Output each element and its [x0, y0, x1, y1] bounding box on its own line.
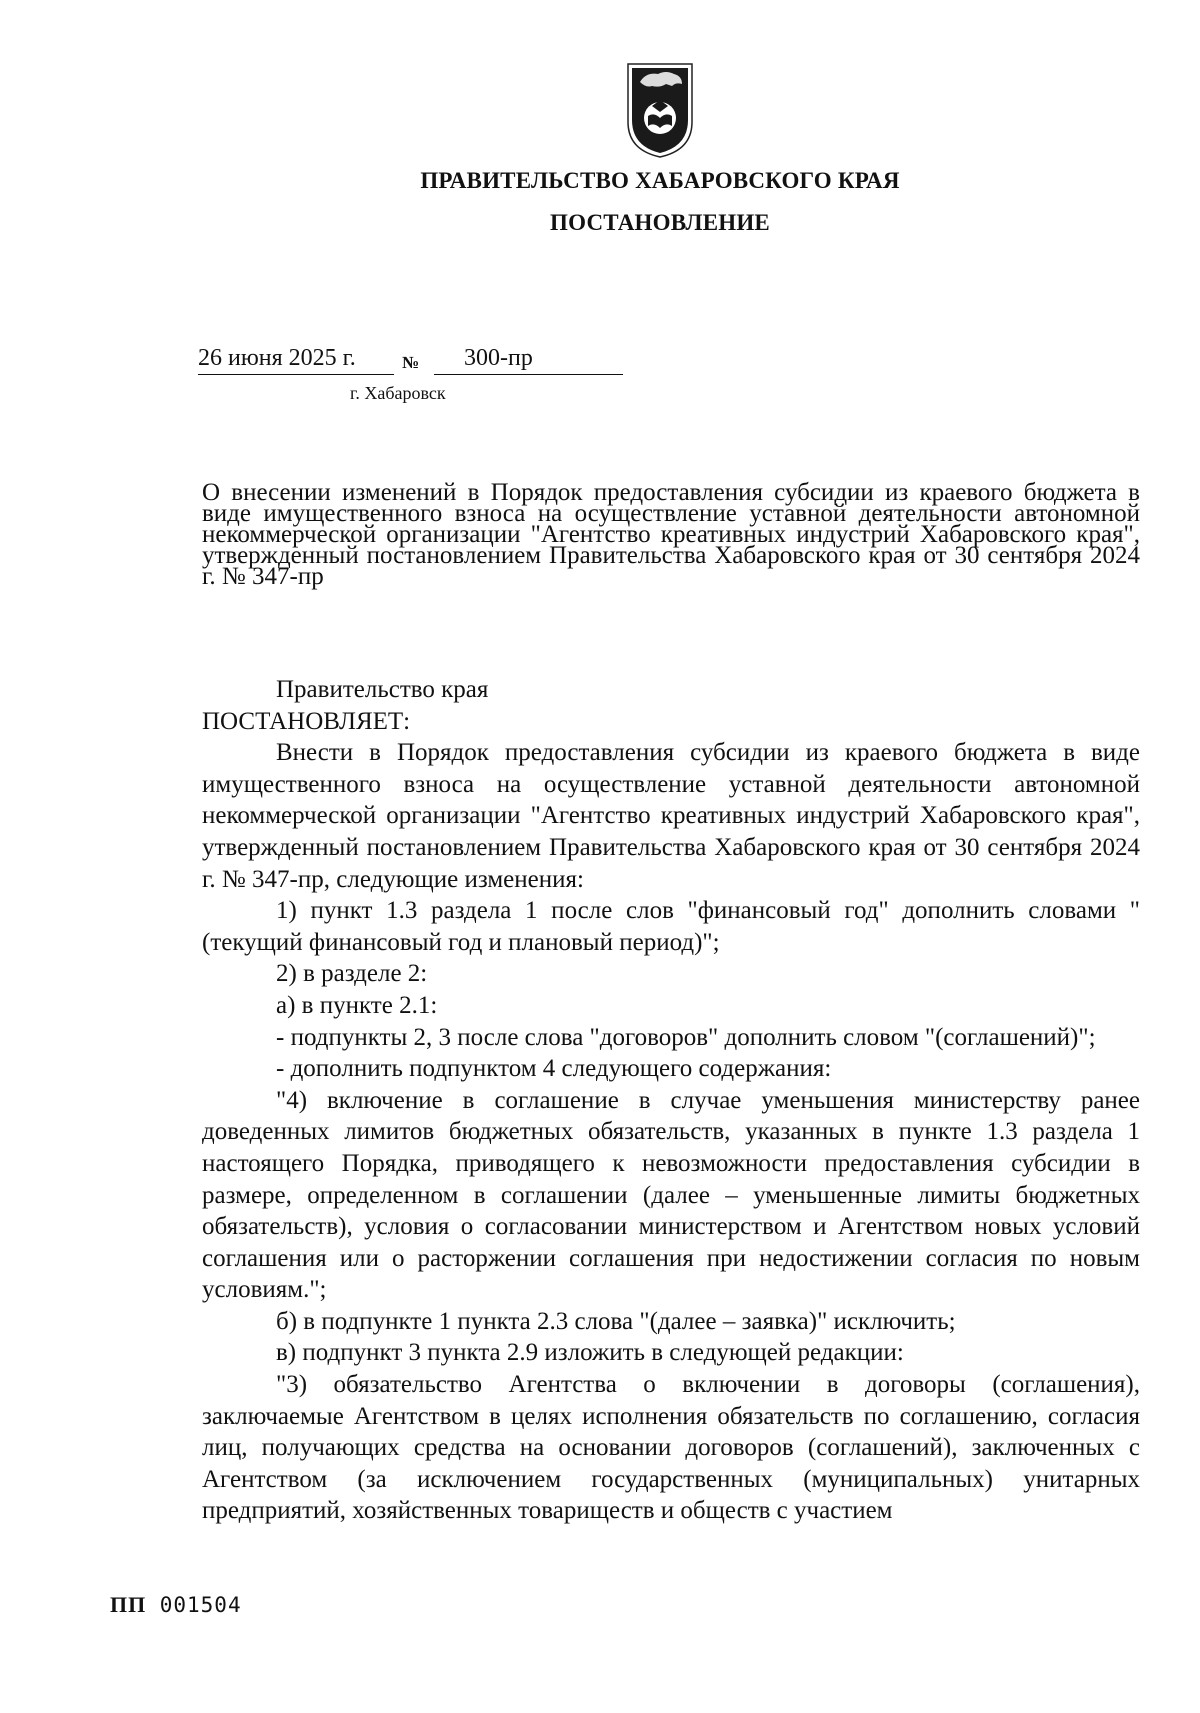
- body-paragraph: в) подпункт 3 пункта 2.9 изложить в следующей редакции:: [276, 1339, 904, 1367]
- body-paragraph: б) в подпункте 1 пункта 2.3 слова "(далее – заявка)" исключить;: [276, 1307, 956, 1335]
- form-series: ПП: [110, 1592, 147, 1617]
- form-serial: [110, 1592, 242, 1618]
- date-number-line: [198, 345, 623, 379]
- coat-of-arms-icon: [622, 60, 698, 160]
- body-paragraph: Внести в Порядок предоставления субсидии из краевого бюджета в виде имущественного взноса на осуществление уставной деятельности автономной некоммерческой организации "Агентство креативных индустрий Хабаровского края", утвержденный постановлением Правительства Хабаровского края от 30 сентября 2024 г. № 347-пр, следующие изменения:: [202, 739, 1140, 893]
- document-number: 300-пр: [434, 345, 623, 375]
- document-type-title: ПОСТАНОВЛЕНИЕ: [550, 210, 770, 235]
- organization-title: ПРАВИТЕЛЬСТВО ХАБАРОВСКОГО КРАЯ: [420, 168, 900, 193]
- document-city: г. Хабаровск: [350, 383, 446, 403]
- document-date: 26 июня 2025 г.: [198, 345, 394, 375]
- number-sign: №: [402, 353, 420, 372]
- body-paragraph: - дополнить подпунктом 4 следующего содержания:: [276, 1055, 832, 1083]
- form-serial-number: 001504: [159, 1593, 242, 1617]
- body-paragraph: 2) в разделе 2:: [276, 960, 428, 988]
- body-paragraph: ПОСТАНОВЛЯЕТ:: [202, 707, 411, 735]
- document-body: [202, 674, 1140, 1527]
- body-paragraph: 1) пункт 1.3 раздела 1 после слов "финансовый год" дополнить словами "(текущий финансовый год и плановый период)";: [202, 897, 1140, 956]
- body-paragraph: а) в пункте 2.1:: [276, 991, 438, 1019]
- document-subject: О внесении изменений в Порядок предоставления субсидии из краевого бюджета в виде имущественного взноса на осуществление уставной деятельности автономной некоммерческой организации "Агентство креативных индустрий Хабаровского края", утвержденный постановлением Правительства Хабаровского края от 30 сентября 2024 г. № 347-пр: [202, 479, 1140, 590]
- body-paragraph: "4) включение в соглашение в случае уменьшения министерству ранее доведенных лимитов бюджетных обязательств, указанных в пункте 1.3 раздела 1 настоящего Порядка, приводящего к невозможности предоставления субсидии в размере, определенном в соглашении (далее – уменьшенные лимиты бюджетных обязательств), условия о согласовании министерством и Агентством новых условий соглашения или о расторжении соглашения при недостижении согласия по новым условиям.";: [202, 1086, 1140, 1304]
- body-paragraph: "3) обязательство Агентства о включении в договоры (соглашения), заключаемые Агентством в целях исполнения обязательств по соглашению, согласия лиц, получающих средства на основании договоров (соглашений), заключенных с Агентством (за исключением государственных (муниципальных) унитарных предприятий, хозяйственных товариществ и обществ с участием: [202, 1371, 1140, 1525]
- body-paragraph: - подпункты 2, 3 после слова "договоров" дополнить словом "(соглашений)";: [276, 1023, 1096, 1051]
- body-paragraph: Правительство края: [276, 676, 489, 703]
